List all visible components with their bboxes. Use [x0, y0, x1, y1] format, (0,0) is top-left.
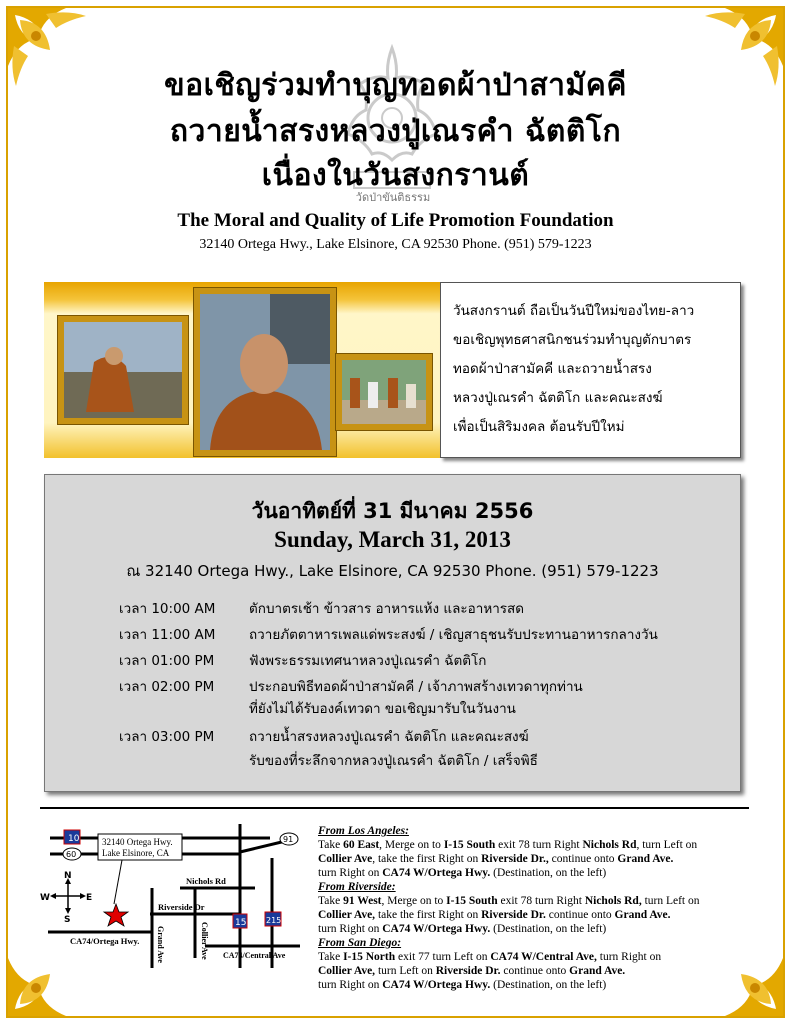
divider — [40, 807, 749, 809]
event-banner — [44, 282, 741, 458]
shield-label-60: 60 — [66, 850, 77, 859]
map-address-line2: Lake Elsinore, CA — [102, 848, 170, 858]
directions-road-name: Nichols Rd — [582, 839, 637, 851]
organization-name: The Moral and Quality of Life Promotion Foundation — [177, 210, 614, 231]
compass-n: N — [64, 871, 72, 881]
directions-line — [318, 908, 758, 922]
directions-header: From San Diego: — [318, 937, 402, 949]
thai-date: วันอาทิตย์ที่ 31 มีนาคม 2556 — [251, 499, 534, 523]
destination-star-icon — [104, 904, 128, 926]
schedule-desc: ตักบาตรเช้า ข้าวสาร อาหารแห้ง และอาหารสด — [249, 601, 525, 617]
title-line-1: ขอเชิญร่วมทำบุญทอดผ้าป่าสามัคคี — [164, 68, 627, 103]
monk-sitting-photo — [64, 322, 182, 418]
directions-road-name: 60 East — [343, 839, 380, 851]
directions-text: turn Left on — [375, 965, 436, 977]
directions-road-name: CA74 W/Ortega Hwy. — [382, 867, 491, 879]
schedule-desc: ถวายภัตตาหารเพลแด่พระสงฆ์ / เชิญสาธุชนรับประทานอาหารกลางวัน — [249, 627, 658, 643]
directions-road-name: Collier Ave, — [318, 965, 376, 977]
directions-text: exit 77 turn Left on — [395, 951, 491, 963]
location-map — [40, 818, 310, 970]
banner-text-box — [440, 282, 741, 458]
directions-from-los-angeles — [318, 824, 758, 880]
directions-text: (Destination, on the left) — [490, 923, 607, 935]
directions-road-name: CA74 W/Ortega Hwy. — [382, 923, 491, 935]
directions-text: exit 78 turn Right — [497, 895, 585, 907]
directions-text: turn Right on — [596, 951, 662, 963]
directions-text: Take — [318, 895, 344, 907]
directions-line — [318, 922, 758, 936]
title-line-2: ถวายน้ำสรงหลวงปู่เณรคำ ฉัตติโก — [169, 114, 622, 149]
directions-text: , take the first Right on — [372, 853, 482, 865]
driving-directions — [318, 824, 758, 992]
photo-collage — [44, 282, 440, 458]
photo-frame-monk-sitting — [58, 316, 188, 424]
compass-icon — [50, 878, 86, 914]
label-riverside: Riverside Dr — [158, 902, 205, 912]
shield-label-15: 15 — [235, 918, 247, 928]
label-grand: Grand Ave — [156, 926, 165, 963]
photo-frame-monk-portrait — [194, 288, 336, 456]
compass-s: S — [64, 915, 71, 925]
event-details-box — [44, 474, 741, 792]
map-address-line1: 32140 Ortega Hwy. — [102, 837, 173, 847]
schedule-desc: ประกอบพิธีทอดผ้าป่าสามัคคี / เจ้าภาพสร้างเทวดาทุกท่าน — [249, 679, 583, 695]
directions-text: , Merge on to — [381, 895, 447, 907]
directions-road-name: Riverside Dr. — [435, 965, 501, 977]
banner-line: หลวงปู่เณรคำ ฉัตติโก และคณะสงฆ์ — [453, 390, 663, 406]
directions-road-name: 91 West — [343, 895, 382, 907]
directions-text: Take — [318, 951, 344, 963]
directions-road-name: CA74 W/Central Ave, — [490, 951, 597, 963]
schedule-desc-continued: รับของที่ระลึกจากหลวงปู่เณรคำ ฉัตติโก / เสร็จพิธี — [249, 753, 538, 769]
directions-road-name: I-15 South — [446, 895, 498, 907]
organization-address: 32140 Ortega Hwy., Lake Elsinore, CA 92530 Phone. (951) 579-1223 — [199, 237, 592, 252]
directions-road-name: I-15 South — [443, 839, 496, 851]
directions-from-riverside — [318, 880, 758, 936]
directions-line — [318, 866, 758, 880]
directions-line — [318, 838, 758, 852]
schedule-time: เวลา 01:00 PM — [119, 653, 215, 669]
directions-road-name: Collier Ave — [318, 853, 373, 865]
directions-text: continue onto — [548, 853, 618, 865]
ceremony-photo — [342, 360, 426, 424]
directions-text: turn Right on — [318, 923, 383, 935]
banner-line: ทอดผ้าป่าสามัคคี และถวายน้ำสรง — [453, 361, 652, 377]
event-location: ณ 32140 Ortega Hwy., Lake Elsinore, CA 92530 Phone. (951) 579-1223 — [126, 562, 659, 580]
directions-line — [318, 964, 758, 978]
directions-line — [318, 950, 758, 964]
shield-label-215: 215 — [266, 916, 282, 925]
schedule-time: เวลา 10:00 AM — [119, 601, 216, 617]
directions-line — [318, 894, 758, 908]
directions-text: (Destination, on the left) — [490, 979, 607, 991]
english-date: Sunday, March 31, 2013 — [274, 527, 511, 552]
label-nichols: Nichols Rd — [186, 876, 226, 886]
compass-w: W — [40, 893, 50, 903]
seal-caption: วัดป่าขันติธรรม — [355, 191, 431, 204]
banner-line: เพื่อเป็นสิริมงคล ต้อนรับปีใหม่ — [453, 419, 625, 435]
schedule-time: เวลา 03:00 PM — [119, 729, 215, 745]
directions-line — [318, 978, 758, 992]
label-collier: Collier Ave — [200, 922, 209, 960]
directions-road-name: I-15 North — [343, 951, 396, 963]
directions-header: From Riverside: — [318, 881, 396, 893]
directions-road-name: Riverside Dr., — [481, 853, 549, 865]
directions-text: , turn Left on — [636, 839, 698, 851]
monk-portrait-photo — [200, 294, 330, 450]
shield-label-10: 10 — [68, 834, 80, 844]
directions-text: turn Left on — [641, 895, 700, 907]
schedule-time: เวลา 02:00 PM — [119, 679, 215, 695]
compass-e: E — [86, 893, 93, 903]
directions-from-san-diego — [318, 936, 758, 992]
directions-text: continue onto — [545, 909, 615, 921]
directions-text: , Merge on to — [379, 839, 444, 851]
title-line-3: เนื่องในวันสงกรานต์ — [261, 158, 530, 193]
directions-text: continue onto — [500, 965, 570, 977]
directions-line — [318, 852, 758, 866]
directions-road-name: Riverside Dr. — [481, 909, 546, 921]
directions-road-name: CA74 W/Ortega Hwy. — [382, 979, 491, 991]
shield-label-91: 91 — [283, 835, 294, 844]
directions-road-name: Grand Ave. — [614, 909, 671, 921]
banner-line: วันสงกรานต์ ถือเป็นวันปีใหม่ของไทย-ลาว — [453, 303, 695, 319]
directions-road-name: Collier Ave, — [318, 909, 376, 921]
schedule-time: เวลา 11:00 AM — [119, 627, 216, 643]
banner-line: ขอเชิญพุทธศาสนิกชนร่วมทำบุญตักบาตร — [453, 332, 692, 348]
schedule-desc: ถวายน้ำสรงหลวงปู่เณรคำ ฉัตติโก และคณะสงฆ์ — [249, 729, 529, 745]
directions-text: take the first Right on — [375, 909, 482, 921]
label-ortega: CA74/Ortega Hwy. — [70, 936, 140, 946]
directions-road-name: Grand Ave. — [617, 853, 674, 865]
directions-road-name: Grand Ave. — [569, 965, 626, 977]
directions-text: (Destination, on the left) — [490, 867, 607, 879]
directions-text: turn Right on — [318, 867, 383, 879]
directions-text: Take — [318, 839, 344, 851]
directions-text: turn Right on — [318, 979, 383, 991]
directions-header: From Los Angeles: — [318, 825, 409, 837]
directions-text: exit 78 turn Right — [495, 839, 583, 851]
directions-road-name: Nichols Rd, — [584, 895, 642, 907]
photo-frame-ceremony — [336, 354, 432, 430]
label-central: CA74/Central Ave — [223, 951, 286, 960]
schedule-desc: ฟังพระธรรมเทศนาหลวงปู่เณรคำ ฉัตติโก — [249, 653, 487, 669]
schedule-desc-continued: ที่ยังไม่ได้รับองค์เทวดา ขอเชิญมารับในวันงาน — [249, 701, 516, 717]
